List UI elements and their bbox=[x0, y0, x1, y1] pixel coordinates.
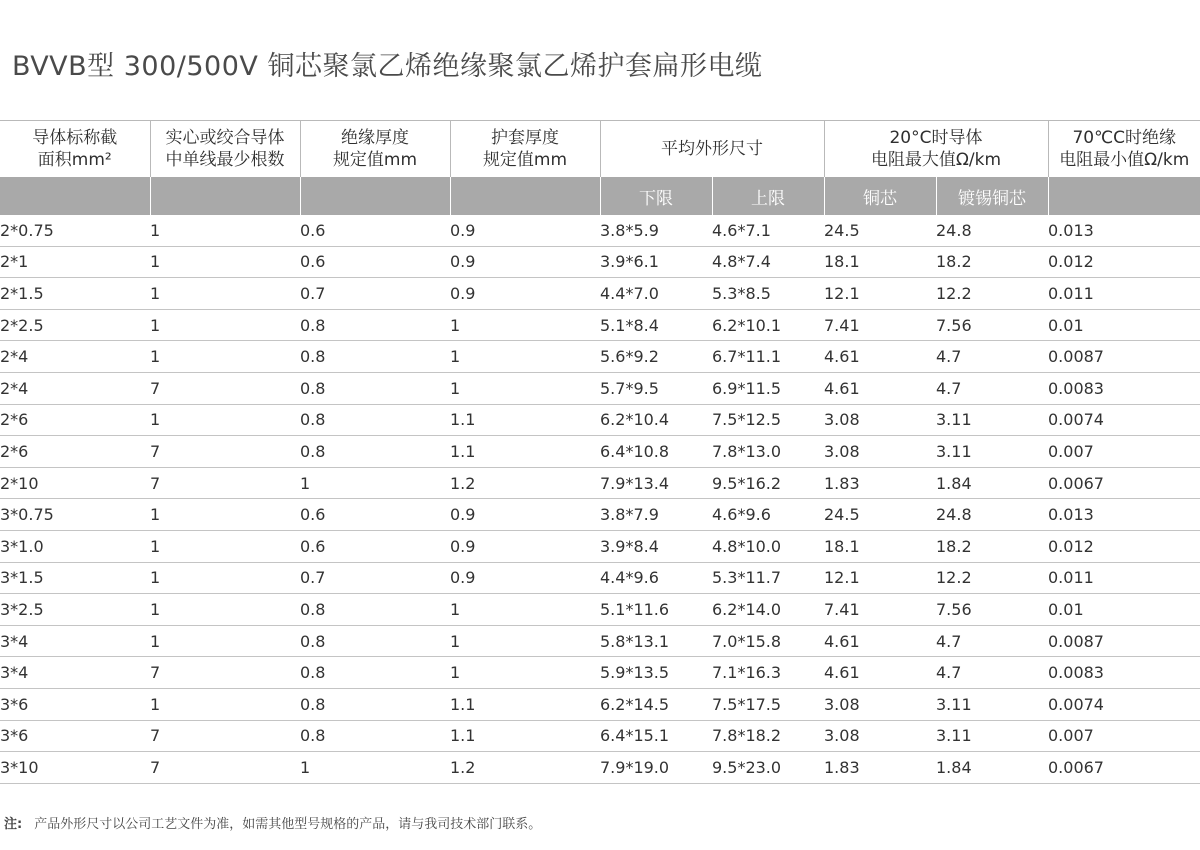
header-cross-section: 导体标称截 面积mm² bbox=[0, 121, 150, 178]
table-cell: 7 bbox=[150, 372, 300, 404]
table-cell: 3.11 bbox=[936, 404, 1048, 436]
table-cell: 1 bbox=[150, 530, 300, 562]
table-cell: 3.08 bbox=[824, 688, 936, 720]
table-cell: 1 bbox=[450, 372, 600, 404]
table-cell: 3.11 bbox=[936, 720, 1048, 752]
table-cell: 5.7*9.5 bbox=[600, 372, 712, 404]
table-cell: 2*1.5 bbox=[0, 278, 150, 310]
footnote bbox=[4, 813, 541, 832]
table-cell: 9.5*23.0 bbox=[712, 752, 824, 784]
table-cell: 0.012 bbox=[1048, 530, 1200, 562]
table-cell: 3.8*5.9 bbox=[600, 215, 712, 246]
table-cell: 0.007 bbox=[1048, 436, 1200, 468]
table-cell: 3*0.75 bbox=[0, 499, 150, 531]
table-cell: 1.83 bbox=[824, 467, 936, 499]
table-cell: 4.4*7.0 bbox=[600, 278, 712, 310]
table-cell: 2*0.75 bbox=[0, 215, 150, 246]
table-cell: 1.84 bbox=[936, 467, 1048, 499]
table-cell: 7.5*17.5 bbox=[712, 688, 824, 720]
table-cell: 1 bbox=[450, 625, 600, 657]
table-cell: 2*10 bbox=[0, 467, 150, 499]
table-cell: 4.6*9.6 bbox=[712, 499, 824, 531]
table-cell: 7.9*13.4 bbox=[600, 467, 712, 499]
table-cell: 1.2 bbox=[450, 467, 600, 499]
table-cell: 3.11 bbox=[936, 436, 1048, 468]
table-row bbox=[0, 562, 1200, 594]
table-cell: 5.3*8.5 bbox=[712, 278, 824, 310]
table-cell: 6.4*15.1 bbox=[600, 720, 712, 752]
table-cell: 1.1 bbox=[450, 436, 600, 468]
subheader-tinned-copper: 镀锡铜芯 bbox=[936, 177, 1048, 215]
table-cell: 7.5*12.5 bbox=[712, 404, 824, 436]
header-insulation-resistance: 70℃C时绝缘 电阻最小值Ω/km bbox=[1048, 121, 1200, 178]
table-row bbox=[0, 499, 1200, 531]
table-cell: 3*6 bbox=[0, 720, 150, 752]
table-cell: 7.8*18.2 bbox=[712, 720, 824, 752]
table-cell: 9.5*16.2 bbox=[712, 467, 824, 499]
table-cell: 0.012 bbox=[1048, 246, 1200, 278]
table-cell: 6.4*10.8 bbox=[600, 436, 712, 468]
table-cell: 4.7 bbox=[936, 625, 1048, 657]
footnote-text: 产品外形尺寸以公司工艺文件为准，如需其他型号规格的产品，请与我司技术部门联系。 bbox=[34, 817, 542, 832]
subheader-upper: 上限 bbox=[712, 177, 824, 215]
table-row bbox=[0, 752, 1200, 784]
table-cell: 3*4 bbox=[0, 657, 150, 689]
table-cell: 0.9 bbox=[450, 215, 600, 246]
table-cell: 1 bbox=[450, 594, 600, 626]
table-cell: 2*1 bbox=[0, 246, 150, 278]
table-cell: 2*2.5 bbox=[0, 309, 150, 341]
table-cell: 7.41 bbox=[824, 309, 936, 341]
table-cell: 1 bbox=[150, 215, 300, 246]
table-row bbox=[0, 720, 1200, 752]
table-cell: 5.8*13.1 bbox=[600, 625, 712, 657]
table-cell: 1 bbox=[300, 752, 450, 784]
table-cell: 0.9 bbox=[450, 562, 600, 594]
table-cell: 2*4 bbox=[0, 372, 150, 404]
table-cell: 5.6*9.2 bbox=[600, 341, 712, 373]
table-cell: 24.5 bbox=[824, 215, 936, 246]
table-cell: 3.8*7.9 bbox=[600, 499, 712, 531]
table-row bbox=[0, 530, 1200, 562]
table-cell: 12.2 bbox=[936, 562, 1048, 594]
footnote-label: 注: bbox=[4, 817, 23, 832]
table-cell: 5.1*11.6 bbox=[600, 594, 712, 626]
table-cell: 4.61 bbox=[824, 372, 936, 404]
table-cell: 0.01 bbox=[1048, 309, 1200, 341]
table-subheader bbox=[0, 177, 1200, 215]
table-cell: 3.11 bbox=[936, 688, 1048, 720]
table-cell: 0.8 bbox=[300, 720, 450, 752]
table-cell: 4.7 bbox=[936, 657, 1048, 689]
table-cell: 3*10 bbox=[0, 752, 150, 784]
table-cell: 6.2*14.5 bbox=[600, 688, 712, 720]
spec-table bbox=[0, 120, 1200, 784]
table-row bbox=[0, 246, 1200, 278]
table-cell: 7.1*16.3 bbox=[712, 657, 824, 689]
table-cell: 1.1 bbox=[450, 688, 600, 720]
table-cell: 3*2.5 bbox=[0, 594, 150, 626]
table-cell: 3.08 bbox=[824, 720, 936, 752]
table-cell: 12.1 bbox=[824, 562, 936, 594]
table-cell: 12.1 bbox=[824, 278, 936, 310]
table-cell: 0.9 bbox=[450, 246, 600, 278]
table-cell: 1 bbox=[150, 309, 300, 341]
table-cell: 1 bbox=[150, 404, 300, 436]
table-cell: 7.8*13.0 bbox=[712, 436, 824, 468]
table-cell: 1 bbox=[450, 309, 600, 341]
table-cell: 0.6 bbox=[300, 530, 450, 562]
table-cell: 1 bbox=[450, 657, 600, 689]
table-cell: 5.3*11.7 bbox=[712, 562, 824, 594]
table-cell: 7.56 bbox=[936, 594, 1048, 626]
table-cell: 7 bbox=[150, 436, 300, 468]
table-row bbox=[0, 625, 1200, 657]
table-cell: 18.2 bbox=[936, 246, 1048, 278]
table-cell: 18.1 bbox=[824, 246, 936, 278]
table-cell: 4.61 bbox=[824, 657, 936, 689]
table-cell: 0.9 bbox=[450, 530, 600, 562]
table-cell: 1 bbox=[450, 341, 600, 373]
subheader-lower: 下限 bbox=[600, 177, 712, 215]
table-row bbox=[0, 436, 1200, 468]
table-cell: 3*1.5 bbox=[0, 562, 150, 594]
table-cell: 1.83 bbox=[824, 752, 936, 784]
table-cell: 4.4*9.6 bbox=[600, 562, 712, 594]
table-cell: 6.2*10.1 bbox=[712, 309, 824, 341]
table-row bbox=[0, 657, 1200, 689]
table-cell: 0.0067 bbox=[1048, 467, 1200, 499]
table-row bbox=[0, 688, 1200, 720]
table-cell: 6.7*11.1 bbox=[712, 341, 824, 373]
table-row bbox=[0, 467, 1200, 499]
table-cell: 1 bbox=[300, 467, 450, 499]
table-row bbox=[0, 341, 1200, 373]
table-cell: 1 bbox=[150, 562, 300, 594]
subheader-blank bbox=[300, 177, 450, 215]
table-cell: 0.0074 bbox=[1048, 688, 1200, 720]
table-cell: 3.9*6.1 bbox=[600, 246, 712, 278]
table-cell: 3*4 bbox=[0, 625, 150, 657]
subheader-blank bbox=[450, 177, 600, 215]
table-cell: 24.8 bbox=[936, 215, 1048, 246]
table-cell: 4.61 bbox=[824, 341, 936, 373]
table-row bbox=[0, 215, 1200, 246]
table-cell: 4.8*7.4 bbox=[712, 246, 824, 278]
table-cell: 4.7 bbox=[936, 341, 1048, 373]
table-cell: 1 bbox=[150, 594, 300, 626]
table-cell: 18.2 bbox=[936, 530, 1048, 562]
table-cell: 1 bbox=[150, 499, 300, 531]
header-conductor-resistance: 20°C时导体 电阻最大值Ω/km bbox=[824, 121, 1048, 178]
table-cell: 1 bbox=[150, 341, 300, 373]
table-cell: 3.9*8.4 bbox=[600, 530, 712, 562]
table-cell: 7.0*15.8 bbox=[712, 625, 824, 657]
table-cell: 6.2*10.4 bbox=[600, 404, 712, 436]
table-cell: 4.7 bbox=[936, 372, 1048, 404]
table-cell: 3.08 bbox=[824, 436, 936, 468]
table-cell: 5.1*8.4 bbox=[600, 309, 712, 341]
table-cell: 1 bbox=[150, 278, 300, 310]
subheader-blank bbox=[150, 177, 300, 215]
table-row bbox=[0, 372, 1200, 404]
page-title: BVVB型 300/500V 铜芯聚氯乙烯绝缘聚氯乙烯护套扁形电缆 bbox=[12, 51, 763, 82]
table-cell: 0.8 bbox=[300, 372, 450, 404]
table-header bbox=[0, 121, 1200, 178]
table-cell: 0.8 bbox=[300, 657, 450, 689]
table-cell: 0.6 bbox=[300, 499, 450, 531]
table-row bbox=[0, 594, 1200, 626]
header-min-wire-count: 实心或绞合导体 中单线最少根数 bbox=[150, 121, 300, 178]
table-cell: 0.8 bbox=[300, 688, 450, 720]
table-cell: 0.8 bbox=[300, 436, 450, 468]
table-cell: 0.01 bbox=[1048, 594, 1200, 626]
table-cell: 0.0074 bbox=[1048, 404, 1200, 436]
table-cell: 0.9 bbox=[450, 278, 600, 310]
table-cell: 0.0087 bbox=[1048, 625, 1200, 657]
table-cell: 7 bbox=[150, 720, 300, 752]
table-cell: 1.1 bbox=[450, 720, 600, 752]
table-cell: 0.8 bbox=[300, 341, 450, 373]
table-cell: 7.9*19.0 bbox=[600, 752, 712, 784]
table-cell: 0.8 bbox=[300, 404, 450, 436]
table-cell: 4.6*7.1 bbox=[712, 215, 824, 246]
table-cell: 18.1 bbox=[824, 530, 936, 562]
table-cell: 3*1.0 bbox=[0, 530, 150, 562]
table-cell: 0.6 bbox=[300, 215, 450, 246]
table-cell: 7.41 bbox=[824, 594, 936, 626]
header-sheath-thickness: 护套厚度 规定值mm bbox=[450, 121, 600, 178]
table-cell: 6.2*14.0 bbox=[712, 594, 824, 626]
header-outer-dimensions: 平均外形尺寸 bbox=[600, 121, 824, 178]
table-cell: 0.011 bbox=[1048, 562, 1200, 594]
subheader-blank bbox=[0, 177, 150, 215]
table-cell: 2*4 bbox=[0, 341, 150, 373]
table-cell: 3*6 bbox=[0, 688, 150, 720]
table-cell: 7 bbox=[150, 467, 300, 499]
table-row bbox=[0, 278, 1200, 310]
table-cell: 0.7 bbox=[300, 278, 450, 310]
table-cell: 0.8 bbox=[300, 594, 450, 626]
table-cell: 1 bbox=[150, 246, 300, 278]
table-cell: 0.8 bbox=[300, 309, 450, 341]
table-cell: 24.8 bbox=[936, 499, 1048, 531]
header-insulation-thickness: 绝缘厚度 规定值mm bbox=[300, 121, 450, 178]
table-cell: 1.2 bbox=[450, 752, 600, 784]
table-cell: 0.007 bbox=[1048, 720, 1200, 752]
table-cell: 5.9*13.5 bbox=[600, 657, 712, 689]
table-cell: 0.0083 bbox=[1048, 657, 1200, 689]
table-cell: 0.8 bbox=[300, 625, 450, 657]
table-cell: 1 bbox=[150, 688, 300, 720]
table-cell: 12.2 bbox=[936, 278, 1048, 310]
table-cell: 0.0087 bbox=[1048, 341, 1200, 373]
table-cell: 7 bbox=[150, 752, 300, 784]
table-cell: 24.5 bbox=[824, 499, 936, 531]
table-cell: 0.6 bbox=[300, 246, 450, 278]
table-cell: 0.9 bbox=[450, 499, 600, 531]
table-cell: 4.8*10.0 bbox=[712, 530, 824, 562]
table-row bbox=[0, 404, 1200, 436]
table-cell: 0.0067 bbox=[1048, 752, 1200, 784]
table-cell: 0.7 bbox=[300, 562, 450, 594]
table-cell: 1.1 bbox=[450, 404, 600, 436]
table-cell: 7.56 bbox=[936, 309, 1048, 341]
table-cell: 0.013 bbox=[1048, 499, 1200, 531]
subheader-blank bbox=[1048, 177, 1200, 215]
table-cell: 1.84 bbox=[936, 752, 1048, 784]
table-cell: 2*6 bbox=[0, 436, 150, 468]
table-row bbox=[0, 309, 1200, 341]
table-cell: 1 bbox=[150, 625, 300, 657]
subheader-copper: 铜芯 bbox=[824, 177, 936, 215]
table-cell: 0.0083 bbox=[1048, 372, 1200, 404]
table-cell: 4.61 bbox=[824, 625, 936, 657]
table-cell: 3.08 bbox=[824, 404, 936, 436]
table-cell: 0.011 bbox=[1048, 278, 1200, 310]
table-cell: 0.013 bbox=[1048, 215, 1200, 246]
table-cell: 6.9*11.5 bbox=[712, 372, 824, 404]
table-cell: 2*6 bbox=[0, 404, 150, 436]
table-cell: 7 bbox=[150, 657, 300, 689]
